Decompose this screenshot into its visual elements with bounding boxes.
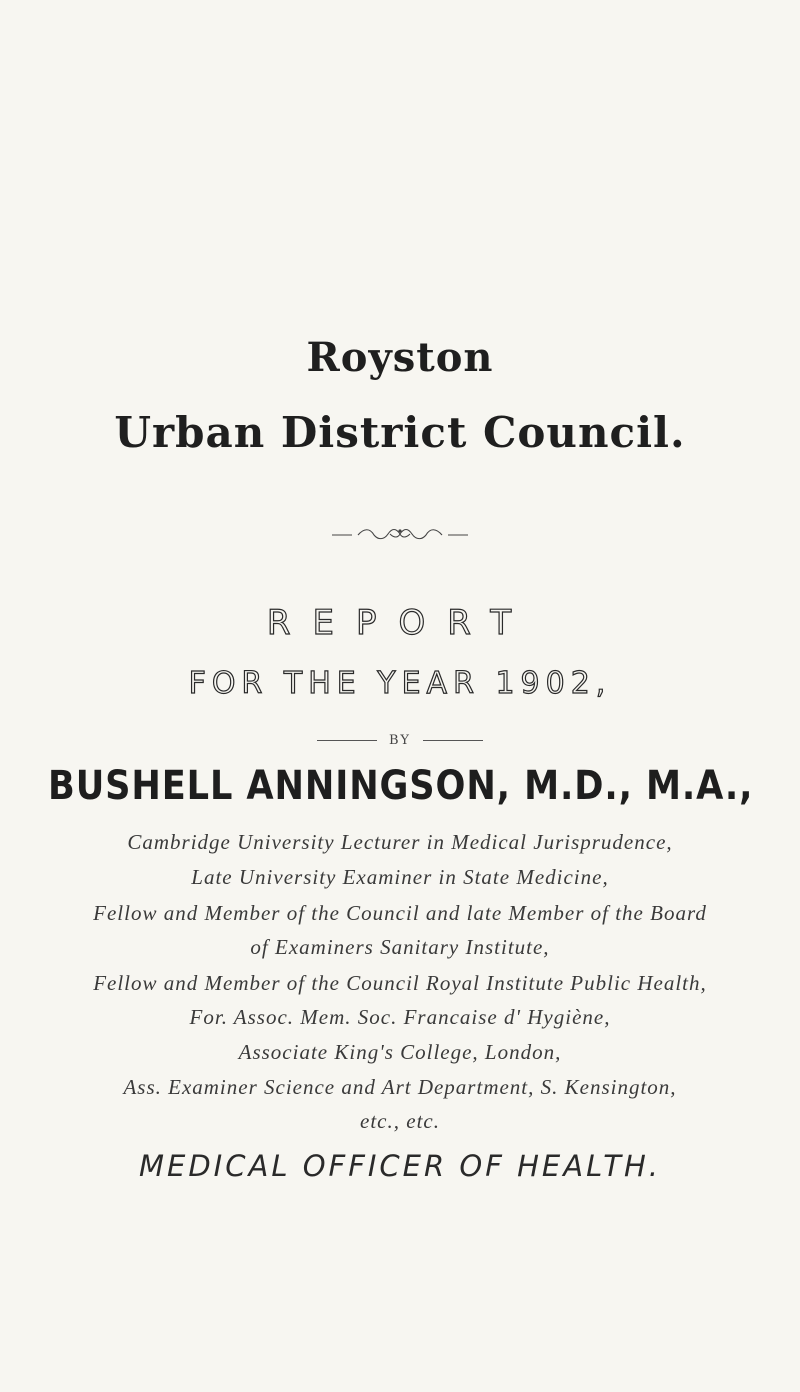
credential-line: etc., etc. — [360, 1109, 440, 1133]
credential-line: Ass. Examiner Science and Art Department, S. Kensington, — [123, 1075, 677, 1099]
credential-line: of Examiners Sanitary Institute, — [250, 935, 550, 959]
ornamental-rule-icon — [0, 524, 800, 544]
by-rule-left — [317, 740, 377, 741]
credential-line: Fellow and Member of the Council and late Member of the Board — [93, 901, 707, 925]
officer-role: MEDICAL OFFICER OF HEALTH. — [139, 1149, 661, 1183]
report-title: REPORT — [266, 603, 534, 643]
credential-line: Fellow and Member of the Council Royal Institute Public Health, — [93, 971, 707, 995]
credential-line: Associate King's College, London, — [238, 1040, 562, 1064]
report-subtitle: FOR THE YEAR 1902, — [188, 666, 612, 701]
credential-line: For. Assoc. Mem. Soc. Francaise d' Hygiène, — [189, 1005, 611, 1029]
by-text: BY — [389, 733, 411, 748]
by-rule-right — [423, 740, 483, 741]
credential-line: Cambridge University Lecturer in Medical Jurisprudence, — [127, 830, 673, 854]
council-name: Urban District Council. — [114, 408, 686, 457]
credential-line: Late University Examiner in State Medicine, — [191, 865, 609, 889]
by-line — [0, 733, 800, 748]
author-name: BUSHELL ANNINGSON, M.D., M.A., — [48, 763, 754, 809]
town-name: Royston — [306, 334, 494, 381]
